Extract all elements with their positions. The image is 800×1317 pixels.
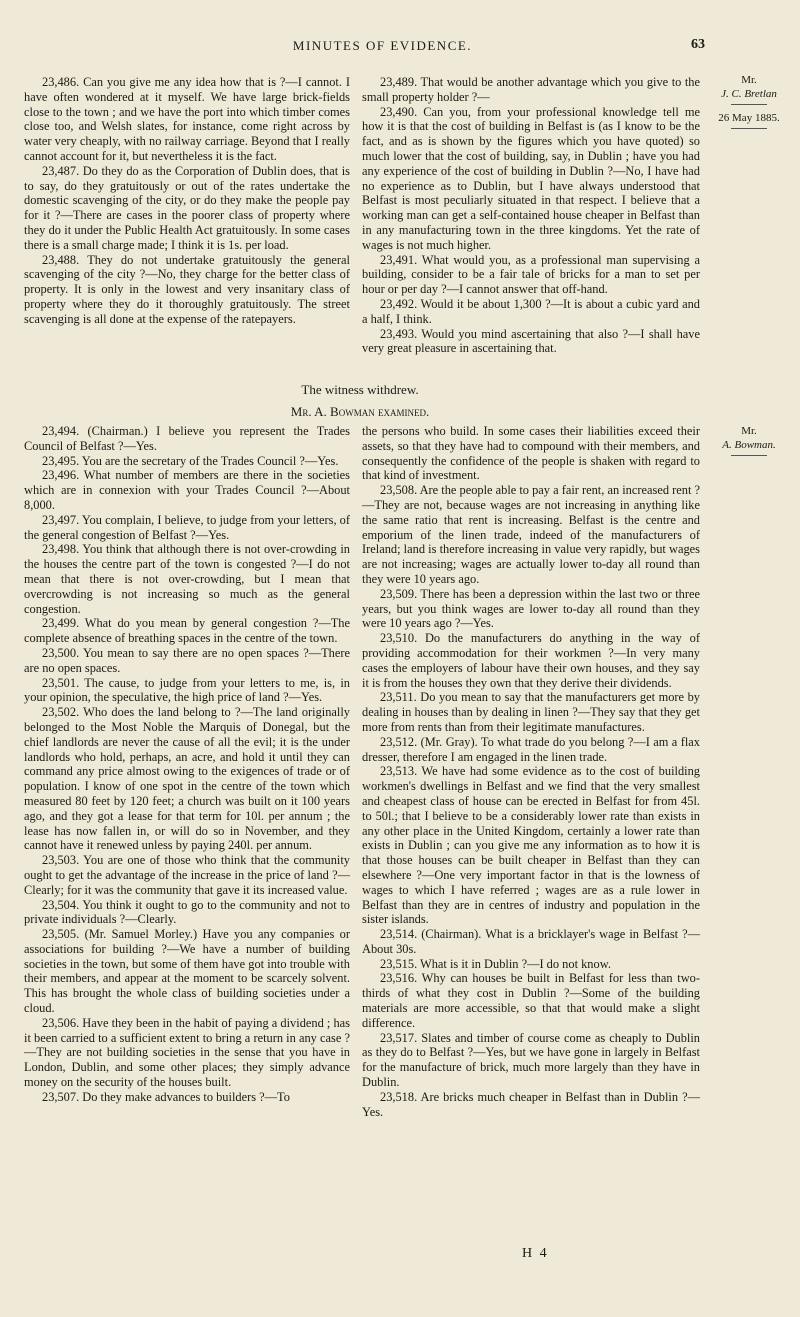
paragraph: 23,503. You are one of those who think that the community ought to get the advantage of the increase in the price of land ?—Clearly; for it was the community that gave it its increased value.	[24, 853, 350, 897]
paragraph: 23,491. What would you, as a professional man supervising a building, consider to be a fair tale of bricks for a man to set per hour or per day ?—I cannot answer that off-hand.	[362, 252, 700, 297]
signature-mark: H 4	[522, 1246, 549, 1261]
page-header	[60, 38, 705, 58]
margin-rule	[731, 104, 767, 105]
witness-examined-heading: Mr. A. Bowman examined.	[290, 404, 430, 419]
paragraph: 23,502. Who does the land belong to ?—The land originally belonged to the Most Noble the Marquis of Donegal, but the chief landlords are never the cause of all the evil; it is the under landlords who hold, perhaps, an acre, and hold it until they can command any price almost owing to the exigences of trade or of population. I know of one spot in the centre of the town which measured 80 feet by 120 feet; a church was built on it 100 years ago, and they got a lease for that term for 10l. per annum ; the lease has now fallen in, or will do so in November, and they cannot have it renewed unless by paying 240l. per annum.	[24, 705, 350, 853]
paragraph: 23,492. Would it be about 1,300 ?—It is about a cubic yard and a half, I think.	[362, 296, 700, 326]
paragraph: 23,513. We have had some evidence as to the cost of building workmen's dwellings in Belfast and we find that the very smallest and cheapest class of house can be erected in Belfast for from 45l. to 50l.; that I believe to be a considerably lower rate than exists in any other place in the United Kingdom, certainly a lower rate than exists in Dublin ; can you give me any information as to how it is that those houses can be built cheaper in Belfast than they can elsewhere ?—One very important factor in that is the lowness of wages to which I have referred ; wages are as a rule lower in Belfast than they are in centres of industry and population in the sister islands.	[362, 764, 700, 927]
witness-withdrew-line: The witness withdrew.	[301, 382, 419, 397]
margin-rule	[731, 455, 767, 456]
paragraph: 23,515. What is it in Dublin ?—I do not know.	[380, 956, 611, 971]
paragraph: 23,508. Are the people able to pay a fair rent, an increased rent ?—They are not, because wages are not increasing in anything like the same ratio that rent is increasing. Belfast is the centre and emporium of the linen trade, indeed of the manufacturers of Ireland; land is therefore increasing in value very rapidly, but wages are not increasing; wages are actually lower to-day all round than they were 10 years ago.	[362, 483, 700, 586]
page-title: MINUTES OF EVIDENCE.	[292, 38, 473, 53]
paragraph: 23,504. You think it ought to go to the community and not to private individuals ?—Clearly.	[24, 897, 350, 927]
paragraph: 23,498. You think that although there is not over-crowding in the houses the centre part of the town is congested ?—I do not mean that there is not over-crowding, but I mean that overcrowding is not increasing so much as the general congestion.	[24, 542, 350, 616]
paragraph: 23,490. Can you, from your professional knowledge tell me how it is that the cost of building in Belfast is (as I know to be the fact, and as is shown by the figures which you have quoted) so much lower that the cost of building, say, in Dublin ; have you had any experience of the cost of building in Dublin ?—No, I have had no experience as to Dublin, but I have always understood that Belfast is most peculiarly situated in that respect. I believe that a working man can get a self-contained house cheaper in Belfast than in any manufacturing town in the three kingdoms. Yet the rate of wages is not much higher.	[362, 104, 700, 252]
paragraph: 23,494. (Chairman.) I believe you represent the Trades Council of Belfast ?—Yes.	[24, 424, 350, 453]
paragraph: 23,489. That would be another advantage which you give to the small property holder ?—	[362, 75, 700, 104]
margin-note-bretlan	[708, 73, 790, 129]
page-number: 63	[691, 37, 705, 52]
margin-date: 26 May 1885.	[718, 112, 780, 124]
paragraph: 23,511. Do you mean to say that the manufacturers get more by dealing in houses than by dealing in linen ?—They say that they get more from rents than from their legitimate manufactures.	[362, 690, 700, 734]
margin-title: Mr.	[741, 425, 757, 437]
paragraph: 23,509. There has been a depression within the last two or three years, but you think wages are lower to-day all round than they were 10 years ago ?—Yes.	[362, 586, 700, 631]
paragraph: 23,512. (Mr. Gray). To what trade do you belong ?—I am a flax dresser, therefore I am engaged in the linen trade.	[362, 734, 700, 764]
margin-note-bowman	[708, 424, 790, 456]
paragraph: 23,505. (Mr. Samuel Morley.) Have you any companies or associations for building ?—We have a number of building societies in the town, but some of them have got into trouble with their members, and appear at the moment to be scarcely solvent. This has brought the whole class of building societies under a cloud.	[24, 927, 350, 1016]
paragraph: 23,487. Do they do as the Corporation of Dublin does, that is to say, do they gratuitously or out of the rates undertake the domestic scavenging of the city, or do they make the people pay for it ?—There are cases in the poorer class of property where they do it under the Public Health Act gratuitously. In some cases there is a small charge made; I think it is 1s. per load.	[24, 163, 350, 252]
margin-rule	[731, 128, 767, 129]
paragraph: 23,516. Why can houses be built in Belfast for less than two-thirds of what they cost in Dublin ?—Some of the building materials are more accessible, so that that would make a slight difference.	[362, 971, 700, 1030]
margin-person: A. Bowman.	[722, 439, 776, 451]
section1-left-column	[24, 75, 350, 327]
paragraph: 23,500. You mean to say there are no open spaces ?—There are no open spaces.	[24, 645, 350, 675]
paragraph: 23,488. They do not undertake gratuitously the general scavenging of the city ?—No, they charge for the better class of property. It is only in the lowest and very insanitary class of property where they do it thoroughly gratuitously. The street scavenging is all done at the expense of the ratepayers.	[24, 252, 350, 326]
section2-left-column	[24, 424, 350, 1105]
section2-right-column	[362, 424, 700, 1119]
paragraph-continued: the persons who build. In some cases their liabilities exceed their assets, so that they have had to compound with their members, and consequently the confidence of the people is shaken with regard to that kind of investment.	[362, 424, 700, 483]
paragraph: 23,514. (Chairman). What is a bricklayer's wage in Belfast ?—About 30s.	[362, 927, 700, 956]
paragraph: 23,510. Do the manufacturers do anything in the way of providing accommodation for their workmen ?—In very many cases the employers of labour have their own houses, and they say it is from the houses they own that they derive their dividends.	[362, 631, 700, 690]
paragraph: 23,501. The cause, to judge from your letters to me, is, in your opinion, the speculative, the high price of land ?—Yes.	[24, 675, 350, 705]
paragraph: 23,495. You are the secretary of the Trades Council ?—Yes.	[42, 453, 339, 468]
paragraph: 23,486. Can you give me any idea how that is ?—I cannot. I have often wondered at it myself. We have large brick-fields close to the town ; and we have the port into which timber comes close too, and Welsh slates, for instance, come right across by water very cheaply, with no railway carriage. Beyond that I really cannot account for it, but nevertheless it is the fact.	[24, 75, 350, 163]
paragraph: 23,493. Would you mind ascertaining that also ?—I shall have very great pleasure in ascertaining that.	[362, 326, 700, 356]
margin-title: Mr.	[741, 74, 757, 86]
paragraph: 23,507. Do they make advances to builders ?—To	[42, 1089, 290, 1104]
paragraph: 23,497. You complain, I believe, to judge from your letters, of the general congestion of Belfast ?—Yes.	[24, 512, 350, 542]
paragraph: 23,499. What do you mean by general congestion ?—The complete absence of breathing spaces in the centre of the town.	[24, 616, 350, 646]
paragraph: 23,496. What number of members are there in the societies which are in connexion with your Trades Council ?—About 8,000.	[24, 468, 350, 512]
section1-right-column	[362, 75, 700, 356]
paragraph: 23,517. Slates and timber of course come as cheaply to Dublin as they do to Belfast ?—Yes, but we have gone in largely in Belfast for the manufacture of brick, much more largely than they have in Dublin.	[362, 1030, 700, 1090]
paragraph: 23,506. Have they been in the habit of paying a dividend ; has it been carried to a sufficient extent to bring a return in any case ?—They are not building societies in the sense that you have in London, Dublin, and some other places; they simply advance money on the security of the houses built.	[24, 1015, 350, 1090]
paragraph: 23,518. Are bricks much cheaper in Belfast than in Dublin ?—Yes.	[362, 1089, 700, 1119]
margin-person: J. C. Bretlan	[721, 88, 777, 100]
